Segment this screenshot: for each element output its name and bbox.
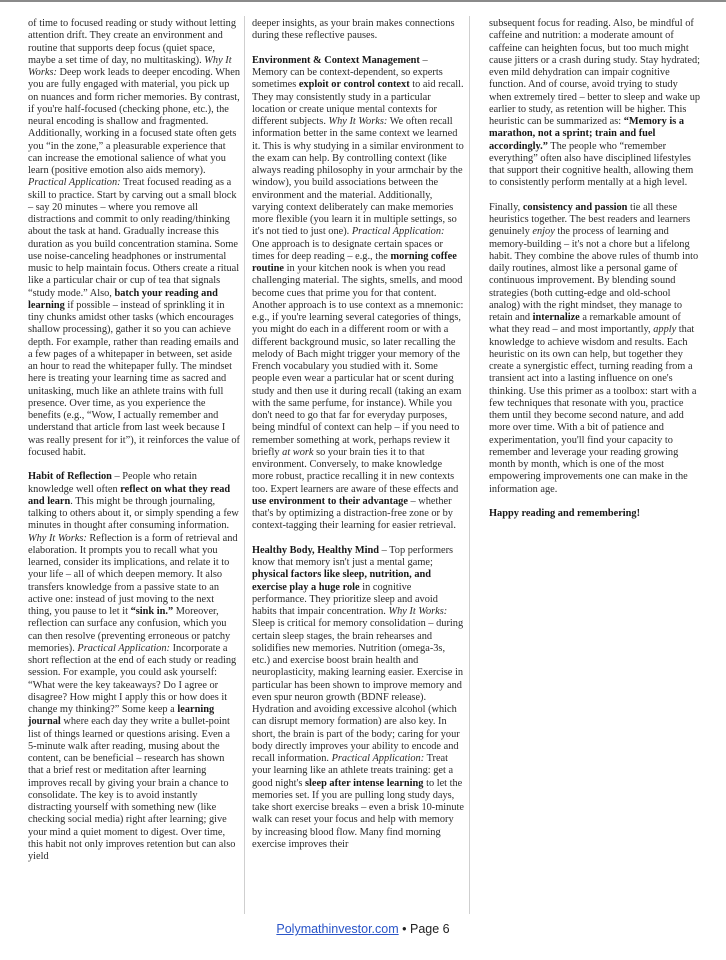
paragraph bbox=[252, 55, 464, 533]
bold-text: Habit of Reflection bbox=[28, 471, 112, 483]
body-text: in cognitive performance. They prioritize sleep and avoid habits that impair concentration. bbox=[252, 581, 438, 617]
bold-text: Happy reading and remembering! bbox=[489, 508, 641, 519]
italic-text: enjoy bbox=[532, 226, 555, 238]
body-text: a remarkable amount of what they read – and most importantly, bbox=[489, 312, 681, 336]
text-column-3 bbox=[489, 18, 701, 533]
italic-text: Practical Application: bbox=[331, 753, 425, 764]
paragraph bbox=[252, 18, 464, 43]
bold-text: “Memory is a marathon, not a sprint; train and fuel accordingly.” bbox=[489, 116, 685, 152]
paragraph bbox=[489, 508, 701, 520]
body-text: to let the memories set. If you are pulling long study days, take short exercise breaks – even a brisk 10-minute walk can reset your focus and help with memory by increasing blood flow. Many find morning exercise improves their bbox=[252, 777, 464, 850]
italic-text: Practical Application: bbox=[351, 226, 445, 238]
bold-text: morning coffee routine bbox=[252, 250, 457, 274]
paragraph bbox=[489, 18, 701, 190]
body-text: the process of learning and memory-building – it's not a chore but a lifelong habit. They combine the above rules of thumb into daily routines, almost like a personal game of continuous improvement. By blending sound strategies (both cutting-edge and old-school analog) with the right mindset, they manage to retain and bbox=[489, 226, 699, 323]
body-text: . This might be through journaling, talking to others about it, or simply spending a few minutes in thought after consuming information. bbox=[28, 495, 239, 532]
italic-text: Why It Works: bbox=[28, 532, 87, 544]
body-text: Incorporate a short reflection at the end of each study or reading session. For example, you could ask yourself: “What were the key takeaways? Do I agree or disagree? How might I apply this or how does it change my thinking?” Some keep a bbox=[28, 642, 237, 715]
body-text: – Top performers know that memory isn't just a mental game; bbox=[252, 544, 454, 568]
bold-text: batch your reading and learning bbox=[28, 287, 218, 311]
text-column-2 bbox=[252, 18, 464, 863]
bold-text: “sink in.” bbox=[130, 606, 174, 617]
body-text: so your brain ties it to that environment. Conversely, to make knowledge more robust, practice recalling it in new contexts too. Expert learners are aware of these effects and bbox=[252, 446, 459, 495]
body-text: Reflection is a form of retrieval and elaboration. It prompts you to recall what you learned, consider its implications, and relate it to your life – all of which deepen memory. It also transfers knowledge from a passive state to an active one: instead of just moving to the next thing, you pause to let it bbox=[28, 532, 238, 617]
body-text: in your kitchen nook is when you read challenging material. The sights, smells, and mood become cues that prime you for that content. Another approach is to use context as a mnemonic: e.g., if you're learning several categories of things, you might do each in a different room or with a different background music, so later recalling the melody of Bach might trigger your memory of the French vocabulary you studied with it. Some people even wear a particular hat or scent during study and then use it during recall (taking an exam with the same perfume, for instance). While you don't need to go that far for everyday purposes, being mindful of context can help – if you need to remember something at work, perhaps review it briefly bbox=[252, 263, 464, 458]
bold-text: exploit or control context bbox=[298, 79, 410, 91]
body-text: Sleep is critical for memory consolidation – during certain sleep stages, the brain rehearses and solidifies new memories. Nutrition (omega-3s, etc.) and exercise boost brain health and neuroplasticity, making learning easier. Exercise in particular has been shown to improve memory and even spur neuron growth (BDNF release). Hydration and avoiding excessive alcohol (which can disrupt memory formation) are also key. In short, the brain is part of the body; caring for your body directly improves your ability to encode and recall information. bbox=[252, 618, 464, 764]
body-text: that knowledge to achieve wisdom and results. Each heuristic on its own can help, but together they create a synergistic effect, turning reading from a transient act into a lasting influence on one's thinking. Use this primer as a toolbox: start with a few techniques that resonate with you, practice them until they become second nature, and add more over time. With a bit of patience and experimentation, you'll find your capacity to remember and leverage your reading growing month by month, which is one of the most empowering improvements one can make in the information age. bbox=[489, 324, 697, 495]
bold-text: Healthy Body, Healthy Mind bbox=[252, 544, 380, 556]
italic-text: apply bbox=[653, 324, 677, 336]
body-text: to aid recall. They may consistently study in a particular location or create unique mental contexts for different subjects. bbox=[252, 79, 464, 127]
text-column-1 bbox=[28, 18, 240, 876]
italic-text: at work bbox=[282, 446, 314, 458]
bold-text: learning journal bbox=[28, 704, 215, 728]
bold-text: Environment & Context Management bbox=[252, 54, 420, 66]
body-text: Moreover, reflection can surface any confusion, which you can then resolve (preventing erroneous or patchy memories). bbox=[28, 606, 231, 654]
bold-text: internalize bbox=[532, 312, 580, 323]
column-divider bbox=[244, 16, 245, 914]
body-text: deeper insights, as your brain makes connections during these reflective pauses. bbox=[252, 18, 455, 42]
italic-text: Why It Works: bbox=[28, 54, 232, 78]
top-border bbox=[0, 0, 726, 2]
body-text: Deep work leads to deeper encoding. When you are fully engaged with material, you pick up on nuances and form richer memories. By contrast, if you're half-focused (checking phone, etc.), the neural encoding is shallow and fragmented. Additionally, working in a focused state often gets you “in the zone,” a pleasurable experience that can increase the emotional salience of what you learn (positive emotion also aids memory). bbox=[28, 67, 240, 176]
bold-text: use environment to their advantage bbox=[252, 495, 408, 507]
column-divider bbox=[469, 16, 470, 914]
page-number: Page 6 bbox=[409, 922, 450, 936]
paragraph bbox=[252, 545, 464, 851]
bold-text: sleep after intense learning bbox=[305, 777, 424, 789]
body-text: where each day they write a bullet-point list of things learned or questions arising. Even a 5-minute walk after reading, musing about the content, can be beneficial – research has shown that a brief rest or meditation after learning improves recall by giving your brain a chance to consolidate. The key is to avoid instantly distracting yourself with something new (like checking social media) right after learning; give your mind a quiet moment to digest. Over time, this habit not only improves retention but can also yield bbox=[28, 716, 236, 862]
italic-text: Why It Works: bbox=[388, 606, 448, 617]
bold-text: consistency and passion bbox=[522, 201, 628, 213]
body-text: – People who retain knowledge well often bbox=[28, 471, 197, 495]
body-text: of time to focused reading or study without letting attention drift. They create an environment and routine that supports deep focus (quiet space, maybe a set time of day, no multitasking). bbox=[28, 18, 236, 66]
italic-text: Why It Works: bbox=[328, 116, 388, 127]
footer-separator: • bbox=[398, 922, 410, 936]
bold-text: reflect on what they read and learn bbox=[28, 483, 231, 507]
bold-text: physical factors like sleep, nutrition, and exercise play a huge role bbox=[252, 569, 432, 593]
italic-text: Practical Application: bbox=[28, 177, 121, 189]
body-text: – whether that's by optimizing a distraction-free zone or by context-tagging their learning for easier retrieval. bbox=[252, 495, 456, 532]
body-text: if possible – instead of sprinkling it in tiny chunks amidst other tasks (which encourages shallow processing), gather it so you can achieve depth. For example, rather than reading emails and a few pages of a whitepaper in between, set aside an hour to read the whitepaper fully. The mindset here is treating your learning time as sacred and unitasking, much like an athlete trains with full presence. Over time, as you experience the benefits (e.g., “Wow, I actually remember and understand that article from last week because I was really present for it”), it reinforces the value of focused habit. bbox=[28, 299, 240, 458]
body-text: Finally, bbox=[489, 201, 523, 213]
paragraph bbox=[489, 202, 701, 496]
body-text: subsequent focus for reading. Also, be mindful of caffeine and nutrition: a moderate amount of caffeine can heighten focus, but too much might cause jitters or a crash during study. Stay hydrated; even mild dehydration can impair cognitive function. And of course, avoid trying to study when extremely tired – better to sleep and wake up earlier to study, as retention will be higher. This heuristic can be summarized as: bbox=[489, 18, 701, 127]
body-text: We often recall information better in the same context we learned it. This is why studying in a similar environment to the exam can help. By controlling context (like always reading philosophy in your armchair by the window), you build associations between the environment and the material. Additionally, varying context deliberately can make memories more flexible (you learn it in multiple settings, so it's not tied to just one). bbox=[252, 116, 464, 238]
paragraph bbox=[28, 471, 240, 863]
body-text: Treat your learning like an athlete treats training: get a good night's bbox=[252, 753, 454, 789]
paragraph bbox=[28, 18, 240, 459]
body-text: One approach is to designate certain spaces or times for deep reading – e.g., the bbox=[252, 238, 443, 262]
body-text: tie all these heuristics together. The best readers and learners genuinely bbox=[489, 201, 691, 238]
body-text: Treat focused reading as a skill to practice. Start by carving out a small block – say 20 minutes – where you remove all distractions and commit to only reading/thinking about the task at hand. Gradually increase this duration as you build concentration stamina. Some use noise-canceling headphones or instrumental music to help maintain focus. Others create a ritual like a particular chair or cup of tea that signals “study mode.” Also, bbox=[28, 177, 240, 299]
body-text: – Memory can be context-dependent, so experts sometimes bbox=[252, 54, 443, 91]
body-text: The people who “remember everything” often also have disciplined lifestyles that support their cognitive health, allowing them to consistently perform mentally at a high level. bbox=[489, 140, 694, 189]
site-link[interactable]: Polymathinvestor.com bbox=[276, 922, 399, 936]
page-footer bbox=[0, 922, 726, 936]
italic-text: Practical Application: bbox=[77, 642, 171, 654]
